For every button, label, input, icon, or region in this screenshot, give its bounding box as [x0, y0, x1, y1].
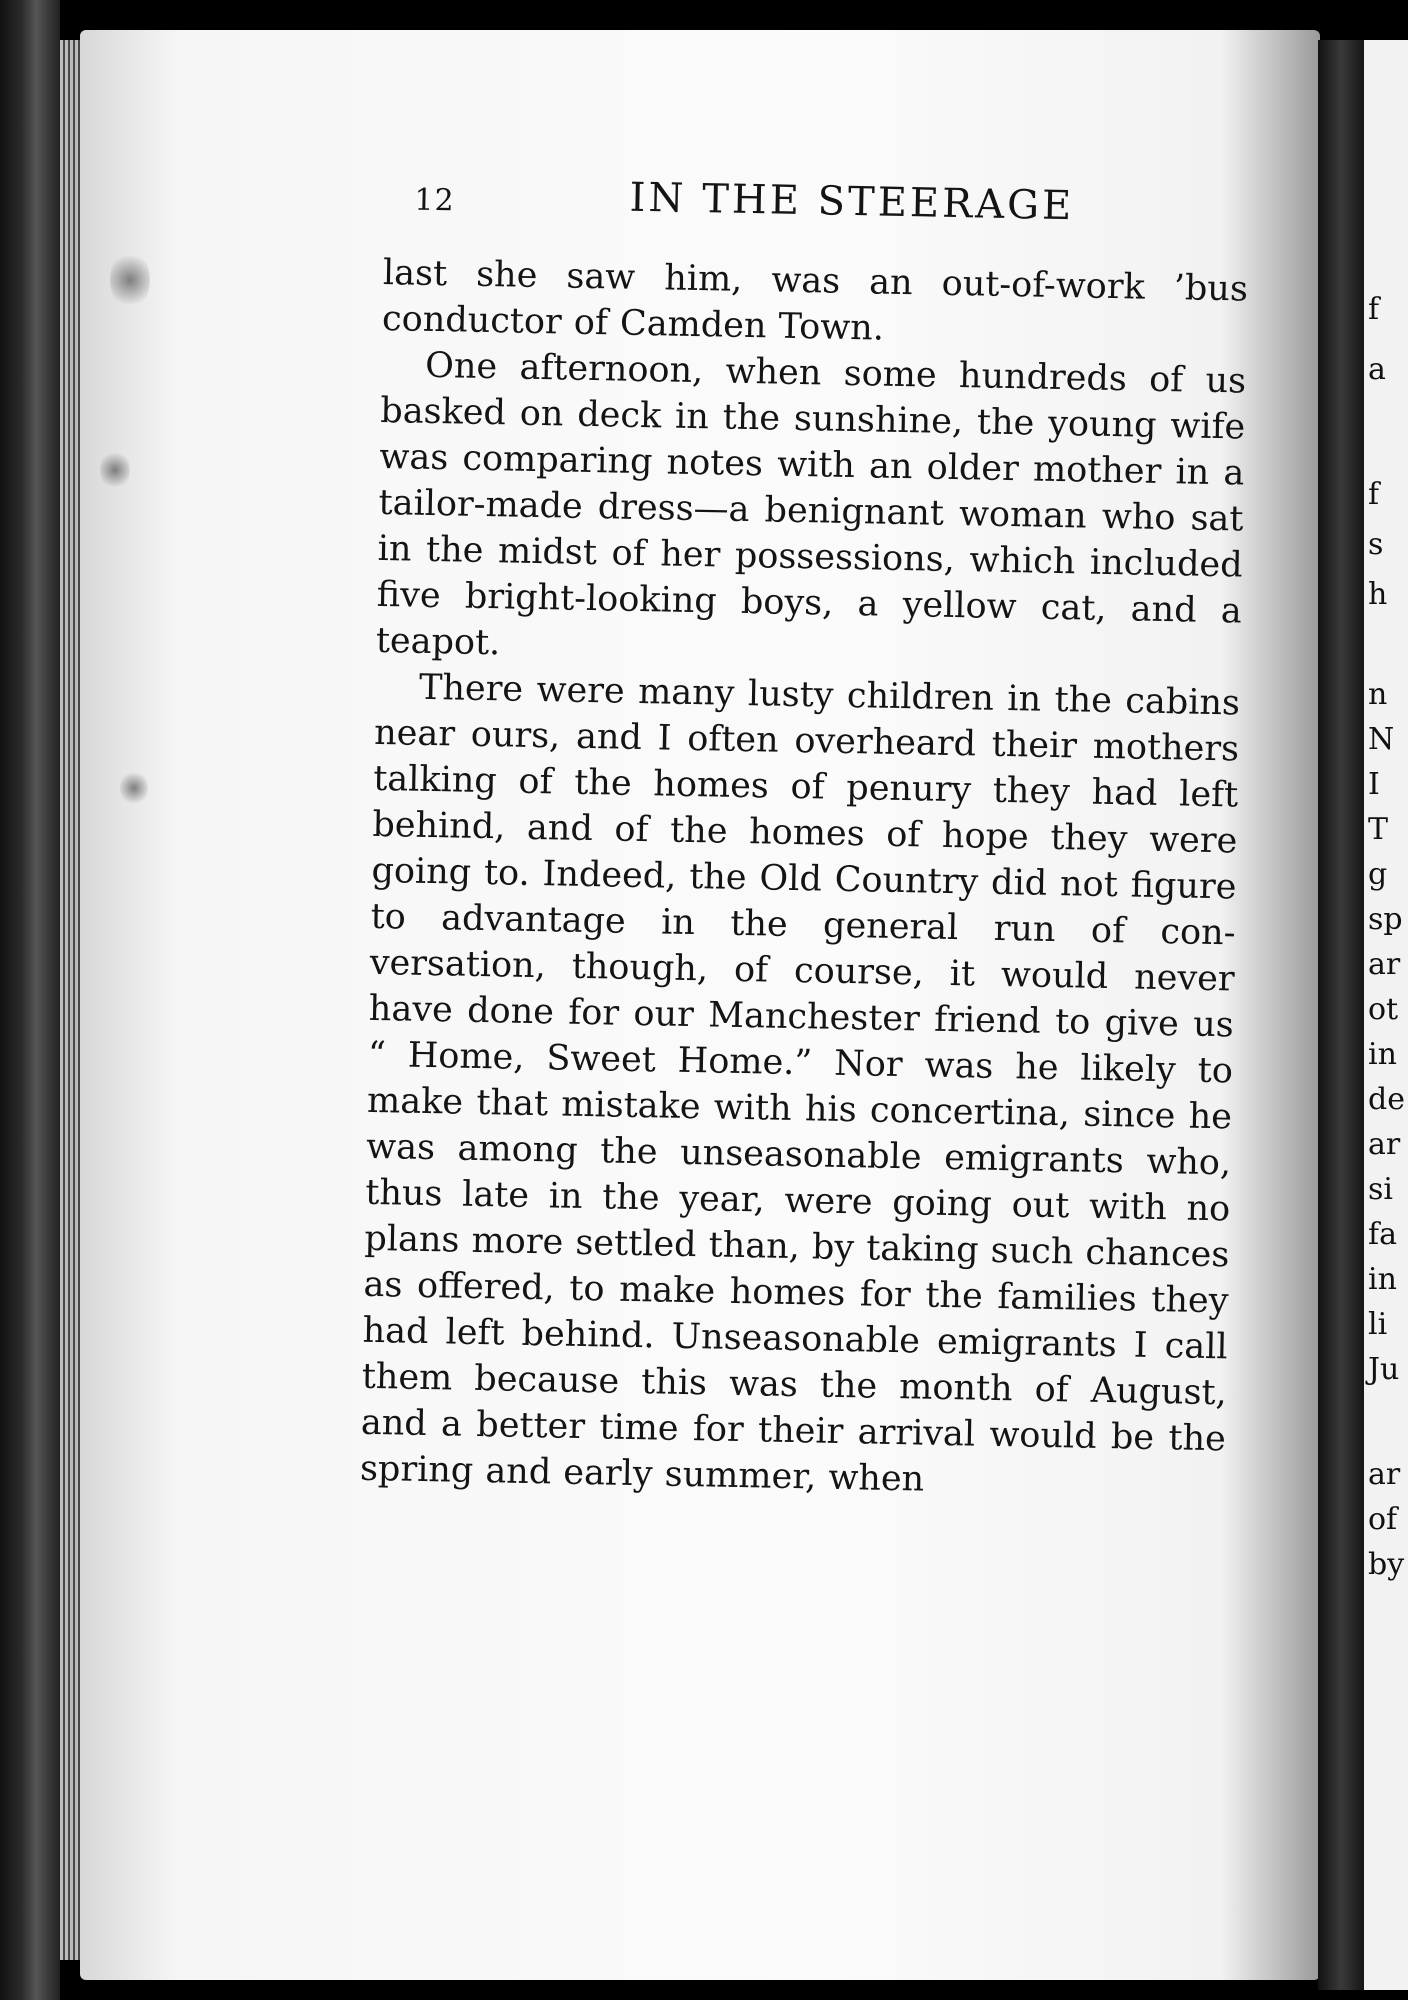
facing-page-fragment: ar	[1368, 1457, 1401, 1492]
facing-page-fragment: f	[1368, 477, 1380, 512]
facing-page-fragment: de	[1368, 1082, 1405, 1117]
facing-page-fragment: h	[1368, 577, 1388, 612]
facing-page-fragment: g	[1368, 857, 1388, 892]
facing-page-fragment: s	[1368, 527, 1384, 562]
facing-page-fragment: f	[1368, 292, 1380, 327]
facing-page-fragment: in	[1368, 1037, 1397, 1072]
facing-page-fragment: in	[1368, 1262, 1397, 1297]
facing-page-fragment: n	[1368, 677, 1388, 712]
page-number: 12	[414, 182, 455, 219]
page-smudge	[100, 450, 130, 490]
facing-page-fragment: of	[1368, 1502, 1398, 1537]
text-block	[360, 170, 1250, 1508]
running-head-title: IN THE STEERAGE	[629, 174, 1075, 230]
facing-page-fragment: sp	[1368, 902, 1403, 937]
facing-page-fragment: ot	[1368, 992, 1399, 1027]
facing-page-fragment: I	[1368, 767, 1380, 802]
facing-page-fragment: Ju	[1368, 1352, 1400, 1387]
page-smudge	[120, 770, 148, 806]
paragraph: There were many lusty children in the cabins near ours, and I often overheard their mothers talking of the homes of penury they had left behind, and of the homes of hope they were going to. Indeed, the Old Country did not figure to advantage in the general run of conversation, though, of course, it would never have done for our Manchester friend to give us “ Home, Sweet Home.” Nor was he likely to make that mistake with his concertina, since he was among the unseasonable emigrants who, thus late in the year, were going out with no plans more settled than, by taking such chances as offered, to make homes for the families they had left behind. Unseasonable emigrants I call them because this was the month of August, and a better time for their arrival would be the spring and early summer, when	[359, 667, 1241, 1500]
facing-page-fragment: li	[1368, 1307, 1388, 1342]
facing-page	[1364, 40, 1408, 1990]
facing-page-fragment: N	[1368, 722, 1395, 757]
page-smudge	[110, 250, 150, 310]
facing-page-fragment: si	[1368, 1172, 1393, 1207]
paragraph: One afternoon, when some hundreds of us basked on deck in the sunshine, the young wife was comparing notes with an older mother in a tailor-made dress—a benignant woman who sat in the midst of her possessions, which included five bright-looking boys, a yellow cat, and a teapot.	[375, 345, 1247, 664]
facing-page-fragment: fa	[1368, 1217, 1397, 1252]
facing-page-fragment: a	[1368, 352, 1386, 387]
paragraph: last she saw him, was an out-of-work ’bus conductor of Camden Town.	[381, 252, 1249, 349]
running-head	[383, 170, 1249, 267]
facing-page-fragment: ar	[1368, 947, 1401, 982]
book-gutter	[1318, 40, 1364, 1990]
facing-page-fragment: T	[1368, 812, 1389, 847]
facing-page-fragment: ar	[1368, 1127, 1401, 1162]
facing-page-fragment: by	[1368, 1547, 1405, 1582]
book-binding	[0, 0, 60, 2000]
